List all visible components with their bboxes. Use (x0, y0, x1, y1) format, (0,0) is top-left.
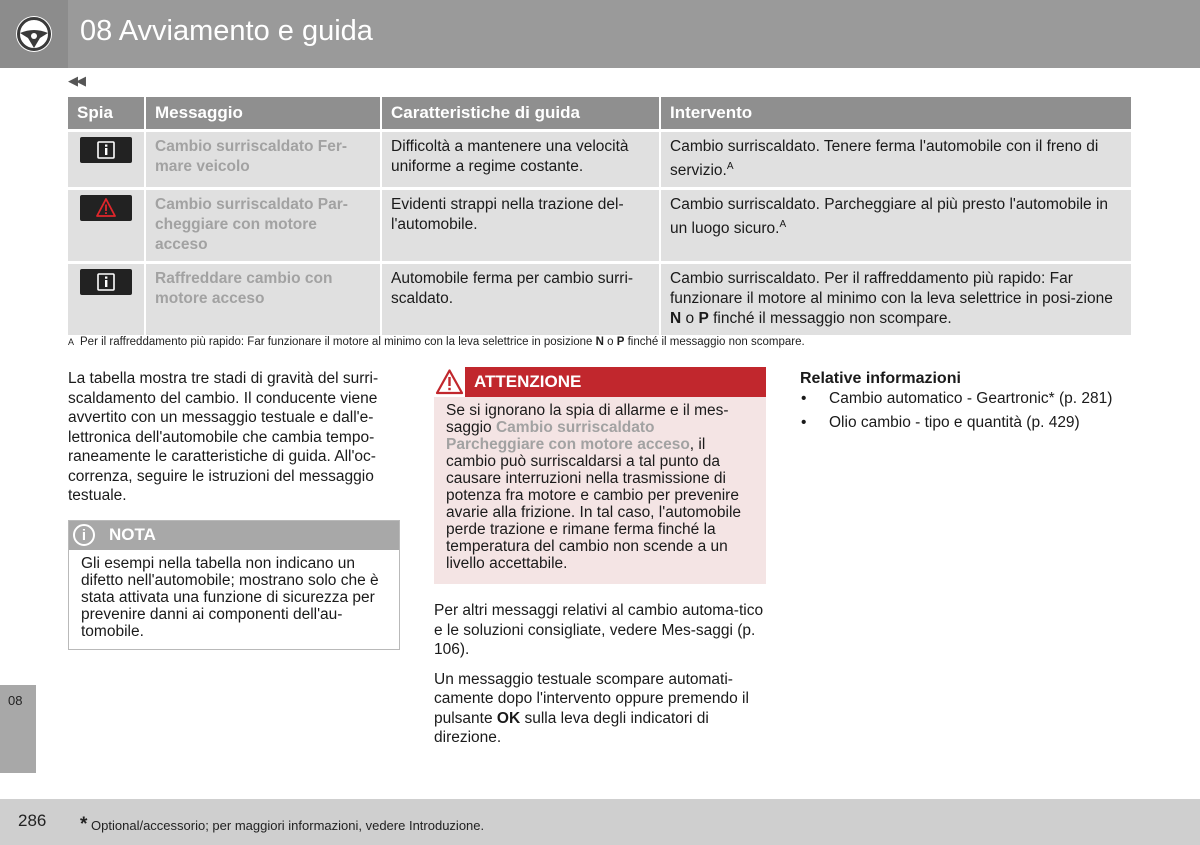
additional-info (434, 601, 766, 758)
related-link[interactable]: • Olio cambio - tipo e quantità (p. 429) (801, 413, 1080, 431)
intervention-text: Cambio surriscaldato. Tenere ferma l'automobile con il freno di servizio.$^A$ (660, 131, 1131, 189)
warning-triangle-icon (80, 195, 132, 221)
page-title: 08 Avviamento e guida (80, 15, 373, 47)
table-header-row (68, 97, 1131, 131)
bullet-icon: • (801, 389, 807, 407)
table-row (68, 263, 1131, 336)
info-icon (80, 269, 132, 295)
message-table (68, 97, 1131, 335)
table-row (68, 131, 1131, 189)
note-title: NOTA (109, 525, 156, 544)
note-body: Gli esempi nella tabella non indicano un difetto nell'automobile; mostrano solo che è stata attivata una funzione di sicurezza per prevenire danni ai componenti dell'au-tomobile. (81, 555, 379, 640)
warning-lamp (80, 195, 132, 221)
warning-icon-box (434, 367, 465, 397)
table-footnote: A Per il raffreddamento più rapido: Far funzionare il motore al minimo con la leva selettrice in posizione N o P finché il messaggio non scompare. (68, 336, 805, 348)
steering-wheel-icon (14, 14, 54, 54)
driving-characteristic: Difficoltà a mantenere una velocità uniforme a regime costante. (381, 131, 660, 189)
warning-box (434, 367, 766, 584)
warning-header (434, 367, 766, 397)
driving-characteristic: Evidenti strappi nella trazione del-l'automobile. (381, 189, 660, 263)
info-lamp (80, 137, 132, 163)
intervention-text: Cambio surriscaldato. Per il raffreddamento più rapido: Far funzionare il motore al minimo con la leva selettrice in posi-zione N o P finché il messaggio non scompare. (660, 263, 1131, 336)
back-navigation[interactable]: ◀◀ (68, 73, 84, 88)
footer-note: * Optional/accessorio; per maggiori informazioni, vedere Introduzione. (80, 814, 485, 835)
warning-body: Se si ignorano la spia di allarme e il mes-saggio Cambio surriscaldato Parcheggiare con motore acceso, il cambio può surriscaldarsi a tal punto da causare interruzioni nella trasmissione di potenza fra motore e cambio per prevenire avarie alla frizione. In tal caso, l'automobile perde trazione e rimane ferma finché la temperatura del cambio non scende a un livello accettabile. (446, 402, 742, 572)
chapter-tab (0, 685, 36, 773)
header-icon-box (0, 0, 68, 68)
info-icon (80, 137, 132, 163)
info-circle-icon: i (73, 524, 95, 546)
page-header (0, 0, 1200, 68)
column-header-intervento: Intervento (660, 97, 1131, 131)
column-header-caratteristiche: Caratteristiche di guida (381, 97, 660, 131)
note-header (69, 521, 399, 550)
spia-cell (68, 263, 145, 336)
message-text: Cambio surriscaldato Par-cheggiare con motore acceso (145, 189, 381, 263)
warning-title: ATTENZIONE (474, 372, 582, 391)
spia-cell (68, 131, 145, 189)
related-link[interactable]: • Cambio automatico - Geartronic* (p. 281) (801, 389, 1113, 407)
column-header-spia: Spia (68, 97, 145, 131)
chapter-number: 08 (8, 693, 23, 708)
related-title: Relative informazioni (800, 370, 961, 387)
column-header-messaggio: Messaggio (145, 97, 381, 131)
intro-paragraph: La tabella mostra tre stadi di gravità del surri-scaldamento del cambio. Il conducente viene avvertito con un messaggio testuale e dall'e-lettronica dell'automobile che cambia tempo-raneamente le caratteristiche di guida. All'oc-correnza, seguire le istruzioni del messaggio testuale. (68, 370, 379, 504)
message-text: Raffreddare cambio con motore acceso (145, 263, 381, 336)
message-text: Cambio surriscaldato Fer-mare veicolo (145, 131, 381, 189)
spia-cell (68, 189, 145, 263)
driving-characteristic: Automobile ferma per cambio surri-scaldato. (381, 263, 660, 336)
paragraph-messages: Per altri messaggi relativi al cambio automa-tico e le soluzioni consigliate, vedere Mes-saggi (p. 106). (434, 602, 764, 658)
note-box (68, 520, 400, 650)
table-row (68, 189, 1131, 263)
info-lamp (80, 269, 132, 295)
paragraph-ok-button: Un messaggio testuale scompare automati-camente dopo l'intervento oppure premendo il pulsante OK sulla leva degli indicatori di direzione. (434, 670, 749, 746)
page-number: 286 (18, 811, 47, 830)
related-information (800, 369, 1140, 437)
warning-triangle-icon (434, 367, 465, 397)
intervention-text: Cambio surriscaldato. Parcheggiare al più presto l'automobile in un luogo sicuro.$^A$ (660, 189, 1131, 263)
bullet-icon: • (801, 413, 807, 431)
related-list (800, 389, 1140, 437)
page-footer (0, 799, 1200, 845)
